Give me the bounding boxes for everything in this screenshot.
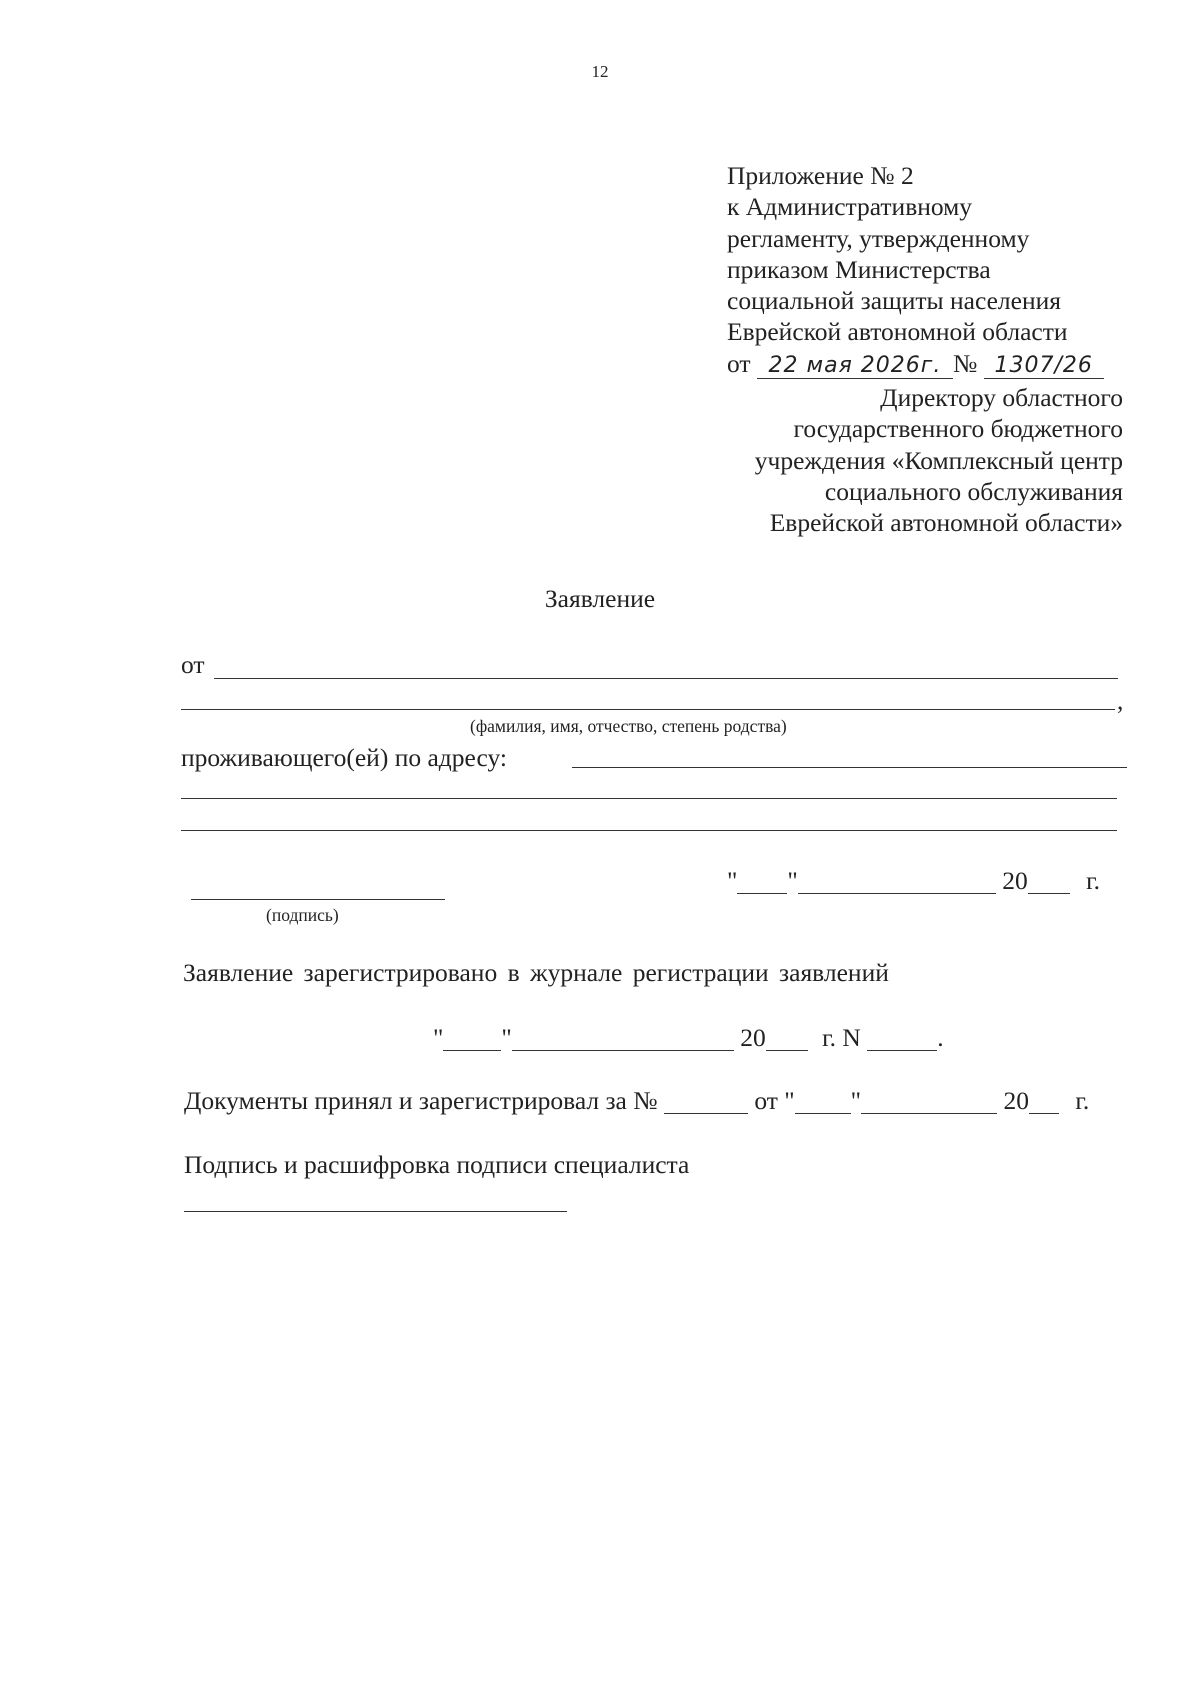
address-field-line-1[interactable] [572,767,1127,768]
year-suffix: г. [1086,866,1101,895]
month-field[interactable] [798,869,996,894]
address-label: проживающего(ей) по адресу: [181,743,507,772]
quote-open: " [433,1023,444,1052]
appendix-line: Приложение № 2 [727,161,914,190]
addressee-line: учреждения «Комплексный центр [754,445,1123,475]
address-field-line-3[interactable] [181,830,1117,831]
addressee-block [755,382,1123,538]
year-field[interactable] [1028,869,1070,894]
registration-text: Заявление зарегистрировано в журнале регистрации заявлений [183,958,889,987]
reg-day-field[interactable] [443,1026,501,1051]
specialist-text: Подпись и расшифровка подписи специалиста [184,1150,690,1179]
addressee-line: Еврейской автономной области» [769,508,1123,538]
date-field [727,866,1100,896]
accepted-month-field[interactable] [861,1089,997,1114]
appendix-date-line [727,348,1104,379]
specialist-signature-line[interactable] [184,1211,567,1212]
appendix-line: Еврейской автономной области [727,317,1068,347]
day-field[interactable] [737,869,787,894]
quote-close: " [501,1023,512,1052]
address-field-line-2[interactable] [181,798,1117,799]
reg-year-field[interactable] [766,1026,808,1051]
appendix-line: приказом Министерства [727,254,991,284]
addressee-line: государственного бюджетного [793,414,1123,444]
accepted-year-field[interactable] [1029,1089,1059,1114]
appendix-block [727,160,1104,379]
fio-field-line-1[interactable] [214,678,1118,679]
appendix-line: к Административному [727,192,973,222]
document-title: Заявление [544,584,656,613]
page-number: 12 [591,62,609,81]
addressee-line: Директору областного [880,383,1123,412]
accepted-from: от " [754,1086,795,1115]
appendix-date-prefix: от [727,348,751,378]
handwritten-number: 1307/26 [984,354,1104,379]
addressee-line: социального обслуживания [824,476,1123,506]
appendix-number-prefix: № [952,348,978,378]
quote-close: " [787,866,798,895]
registration-date [433,1023,944,1053]
reg-year-prefix: 20 [740,1023,766,1052]
reg-year-suffix: г. N [822,1023,861,1052]
quote-open: " [727,866,738,895]
fio-field-line-2[interactable] [181,709,1115,710]
year-prefix: 20 [1002,866,1028,895]
reg-month-field[interactable] [512,1026,734,1051]
handwritten-date: 22 мая 2026г. [757,354,953,379]
accepted-day-field[interactable] [795,1089,851,1114]
reg-number-field[interactable] [867,1026,937,1051]
from-label: от [181,650,205,679]
fio-caption: (фамилия, имя, отчество, степень родства) [470,716,787,736]
appendix-line: социальной защиты населения [727,286,1061,316]
signature-field-line[interactable] [191,899,445,900]
accepted-line [184,1086,1089,1116]
accepted-number-field[interactable] [664,1089,748,1114]
accepted-text: Документы принял и зарегистрировал за № [184,1086,658,1115]
reg-period: . [937,1023,944,1052]
appendix-line: регламенту, утвержденному [727,223,1030,253]
accepted-quote-close: " [850,1086,862,1115]
accepted-year-prefix: 20 [1003,1086,1029,1115]
signature-caption: (подпись) [266,905,339,925]
fio-comma: , [1117,686,1124,715]
accepted-year-suffix: г. [1075,1086,1090,1115]
